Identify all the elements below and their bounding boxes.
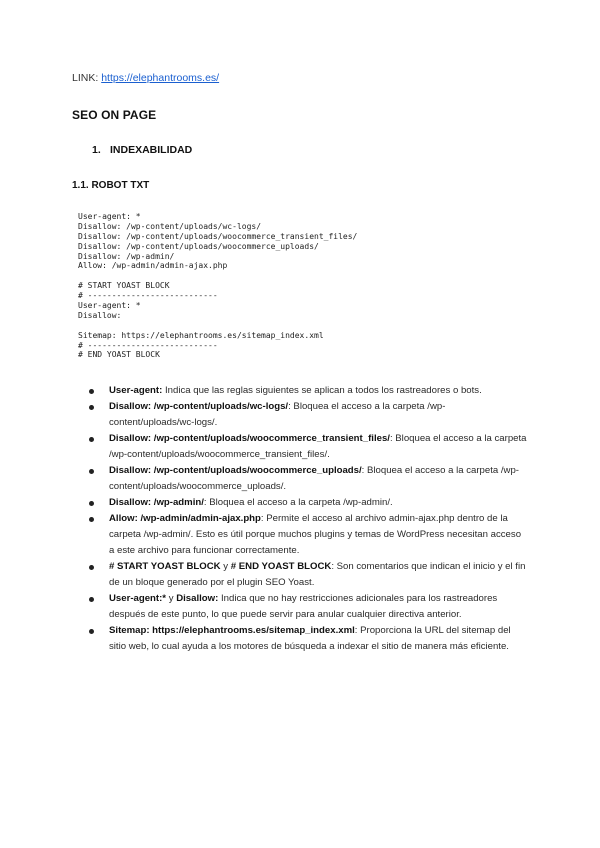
bullet-term: User-agent:* [109,593,167,604]
heading-indexabilidad [92,144,192,156]
list-item [88,559,528,591]
bullet-icon [89,469,94,474]
bullet-text: : Bloquea el acceso a la carpeta /wp-content/uploads/woocommerce_uploads/. [109,465,519,492]
bullet-icon [89,389,94,394]
code-line: User-agent: * [78,301,141,311]
list-item [88,463,528,495]
code-line [78,321,357,331]
code-line: Disallow: /wp-content/uploads/woocommerce_uploads/ [78,241,319,251]
code-line: User-agent: * [78,212,141,221]
bullet-term: # END YOAST BLOCK [230,561,332,572]
code-line: Disallow: /wp-content/uploads/wc-logs/ [78,221,262,231]
bullet-text: : Bloquea el acceso a la carpeta /wp-admin/. [203,497,393,508]
list-item [88,399,528,431]
bullet-text: : Permite el acceso al archivo admin-ajax.php dentro de la carpeta /wp-admin/. Esto es útil porque muchos plugins y temas de WordPress necesitan acceso a este archivo para funcionar correctamente. [109,513,522,556]
bullet-list [88,383,528,655]
code-line: # --------------------------- [78,340,218,350]
bullet-text: : Son comentarios que indican el inicio y el fin de un bloque generado por el plugin SEO Yoast. [109,561,526,588]
bullet-term: User-agent: [109,385,163,396]
heading-number: 1. [92,144,101,156]
bullet-text: y [220,561,231,572]
bullet-icon [89,405,94,410]
site-link[interactable]: https://elephantrooms.es/ [101,72,220,84]
bullet-text: : Proporciona la URL del sitemap del sitio web, lo cual ayuda a los motores de búsqueda a indexar el sitio de manera más eficiente. [109,625,511,652]
robots-txt-code-block [78,212,357,360]
bullet-term: Disallow: [176,593,219,604]
bullet-icon [89,517,94,522]
heading-robot-txt: 1.1. ROBOT TXT [72,180,150,191]
code-line [78,271,357,281]
list-item [88,511,528,559]
bullet-icon [89,501,94,506]
link-label: LINK: [72,72,99,84]
bullet-term: # START YOAST BLOCK [109,561,221,572]
link-line [72,72,219,84]
bullet-icon [89,437,94,442]
bullet-text: Indica que no hay restricciones adicionales para los rastreadores después de este punto, lo que puede servir para anular cualquier directiva anterior. [109,593,498,620]
bullet-text: Indica que las reglas siguientes se aplican a todos los rastreadores o bots. [162,385,482,396]
list-item [88,431,528,463]
bullet-icon [89,597,94,602]
bullet-term: Sitemap: https://elephantrooms.es/sitemap_index.xml [109,625,355,636]
code-line: Disallow: [78,310,122,320]
bullet-term: Allow: /wp-admin/admin-ajax.php [109,513,261,524]
list-item [88,495,528,511]
bullet-text: : Bloquea el acceso a la carpeta /wp-content/uploads/woocommerce_transient_files/. [109,433,527,460]
code-line: Allow: /wp-admin/admin-ajax.php [78,261,228,271]
heading-seo-on-page: SEO ON PAGE [72,108,157,122]
code-line: # END YOAST BLOCK [78,350,160,360]
bullet-term: Disallow: /wp-admin/ [109,497,204,508]
bullet-icon [89,565,94,570]
bullet-text: : Bloquea el acceso a la carpeta /wp-content/uploads/wc-logs/. [109,401,446,428]
bullet-icon [89,629,94,634]
code-line: Disallow: /wp-admin/ [78,251,175,261]
bullet-text: y [166,593,177,604]
code-line: Disallow: /wp-content/uploads/woocommerce_transient_files/ [78,231,358,241]
list-item [88,383,528,399]
bullet-term: Disallow: /wp-content/uploads/wc-logs/ [109,401,289,412]
bullet-term: Disallow: /wp-content/uploads/woocommerce_uploads/ [109,465,362,476]
list-item [88,623,528,655]
code-line: # --------------------------- [78,291,218,301]
bullet-term: Disallow: /wp-content/uploads/woocommerce_transient_files/ [109,433,390,444]
code-line: # START YOAST BLOCK [78,281,170,291]
heading-indexabilidad-text: INDEXABILIDAD [110,144,193,156]
list-item [88,591,528,623]
code-line: Sitemap: https://elephantrooms.es/sitemap_index.xml [78,330,324,340]
